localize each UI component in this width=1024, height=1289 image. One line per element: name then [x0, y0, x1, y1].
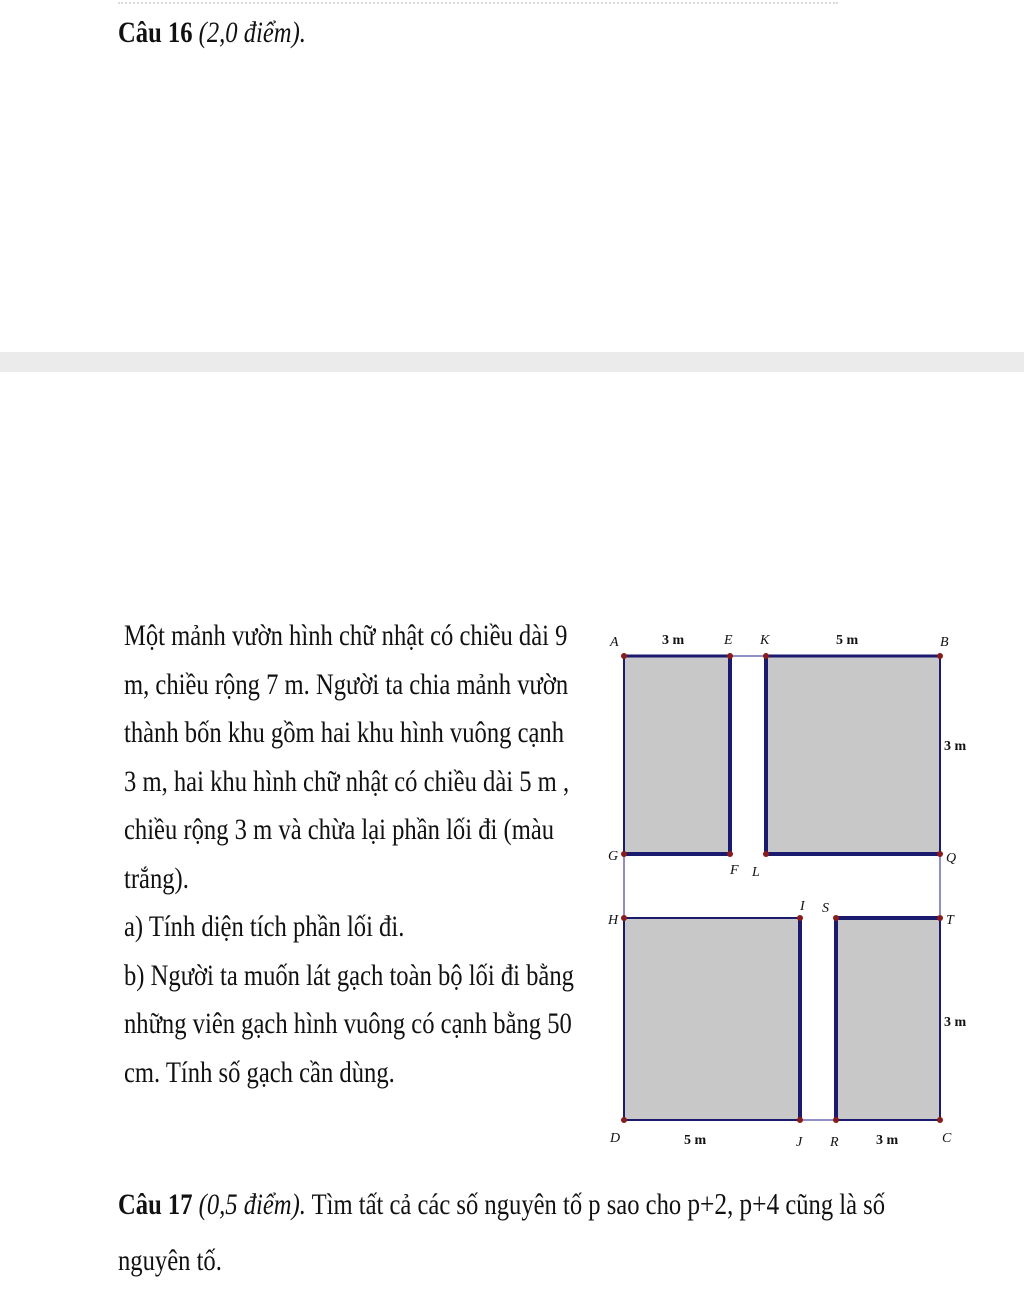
- garden-diagram: [590, 618, 990, 1148]
- page-separator: [0, 352, 1024, 372]
- point-l: [763, 851, 769, 857]
- label-i: I: [800, 899, 805, 914]
- question-17-label: Câu 17: [118, 1188, 193, 1221]
- point-a: [621, 653, 627, 659]
- question-17-text-b: cũng là số: [785, 1188, 886, 1221]
- label-k: K: [760, 633, 770, 648]
- problem-line: những viên gạch hình vuông có cạnh bằng 50: [124, 1007, 572, 1040]
- point-i: [797, 915, 803, 921]
- problem-line: cm. Tính số gạch cần dùng.: [124, 1055, 395, 1089]
- label-c: C: [942, 1131, 952, 1146]
- question-16-label: Câu 16: [118, 16, 193, 49]
- dimension-bq: 3 m: [944, 739, 967, 754]
- point-f: [727, 851, 733, 857]
- top-left-square: [624, 656, 730, 854]
- problem-line: chiều rộng 3 m và chừa lại phần lối đi (màu: [124, 813, 555, 846]
- problem-line: b) Người ta muốn lát gạch toàn bộ lối đi bằng: [124, 958, 574, 992]
- question-17-text-a: Tìm tất cả các số nguyên tố p sao cho: [311, 1188, 682, 1221]
- point-h: [621, 915, 627, 921]
- point-q: [937, 851, 943, 857]
- label-s: S: [822, 901, 829, 916]
- dimension-rc: 3 m: [876, 1133, 899, 1148]
- problem-line: a) Tính diện tích phần lối đi.: [124, 910, 405, 943]
- problem-line: 3 m, hai khu hình chữ nhật có chiều dài 5 m ,: [124, 764, 570, 798]
- label-q: Q: [946, 851, 957, 866]
- page-top: [0, 0, 1024, 352]
- problem-line: Một mảnh vườn hình chữ nhật có chiều dài 9: [124, 619, 568, 652]
- dimension-ae: 3 m: [662, 633, 685, 648]
- dimension-dj: 5 m: [684, 1133, 707, 1148]
- label-r: R: [830, 1135, 839, 1148]
- label-g: G: [608, 849, 619, 864]
- point-b: [937, 653, 943, 659]
- point-e: [727, 653, 733, 659]
- problem-line: m, chiều rộng 7 m. Người ta chia mảnh vườn: [124, 667, 569, 701]
- label-b: B: [940, 635, 949, 650]
- label-h: H: [608, 913, 619, 928]
- question-17-line-2: nguyên tố.: [118, 1244, 222, 1277]
- dimension-tc: 3 m: [944, 1015, 967, 1030]
- label-l: L: [752, 865, 760, 880]
- question-17-line-1: [118, 1176, 885, 1233]
- label-d: D: [610, 1131, 621, 1146]
- label-a: A: [610, 635, 619, 650]
- point-r: [833, 1117, 839, 1123]
- cut-off-text-line: [118, 0, 838, 4]
- point-c: [937, 1117, 943, 1123]
- question-16-heading: [118, 16, 306, 50]
- bottom-left-rectangle: [624, 918, 800, 1120]
- label-t: T: [946, 913, 954, 928]
- problem-line: thành bốn khu gồm hai khu hình vuông cạnh: [124, 716, 565, 749]
- point-s: [833, 915, 839, 921]
- expression-comma: ,: [727, 1188, 734, 1221]
- question-17-points: (0,5 điểm).: [198, 1188, 306, 1221]
- expression-p-plus-4: p+4: [739, 1186, 780, 1221]
- point-d: [621, 1117, 627, 1123]
- point-k: [763, 653, 769, 659]
- label-j: J: [796, 1135, 803, 1148]
- problem-line: trắng).: [124, 861, 189, 895]
- top-right-rectangle: [766, 656, 940, 854]
- expression-p-plus-2: p+2: [687, 1186, 728, 1221]
- point-t: [937, 915, 943, 921]
- label-f: F: [730, 863, 739, 878]
- label-e: E: [724, 633, 733, 648]
- question-16-points: (2,0 điểm).: [198, 16, 306, 49]
- dimension-kb: 5 m: [836, 633, 859, 648]
- point-j: [797, 1117, 803, 1123]
- question-17: [118, 1176, 1024, 1289]
- point-g: [621, 851, 627, 857]
- bottom-right-square: [836, 918, 940, 1120]
